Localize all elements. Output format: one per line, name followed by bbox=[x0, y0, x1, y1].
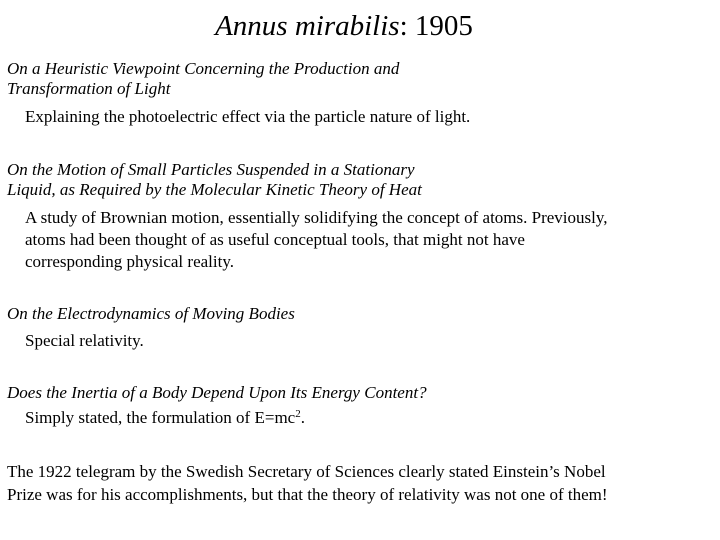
paper-description-line: A study of Brownian motion, essentially solidifying the concept of atoms. Previously, bbox=[25, 208, 608, 227]
paper-description-line: Special relativity. bbox=[25, 331, 144, 350]
paper-description-line: Explaining the photoelectric effect via the particle nature of light. bbox=[25, 107, 471, 126]
paper-title-line: On a Heuristic Viewpoint Concerning the Production and bbox=[7, 59, 400, 78]
slide-title-year: : 1905 bbox=[399, 10, 473, 42]
paper-description bbox=[25, 106, 717, 128]
paper-photoelectric bbox=[7, 59, 717, 128]
paper-description bbox=[25, 407, 717, 429]
paper-title-line: On the Motion of Small Particles Suspended in a Stationary bbox=[7, 160, 415, 179]
nobel-note-line: The 1922 telegram by the Swedish Secretary of Sciences clearly stated Einstein’s Nobel bbox=[7, 462, 606, 481]
paper-brownian-motion bbox=[7, 160, 717, 273]
paper-title bbox=[7, 59, 717, 99]
slide-title bbox=[0, 8, 688, 44]
equation-exponent: 2 bbox=[295, 408, 301, 420]
paper-description-line: corresponding physical reality. bbox=[25, 252, 234, 271]
paper-description-line: atoms had been thought of as useful conceptual tools, that might not have bbox=[25, 230, 525, 249]
equation-text: Simply stated, the formulation of E=mc bbox=[25, 408, 296, 427]
paper-description bbox=[25, 330, 717, 352]
paper-mass-energy bbox=[7, 383, 717, 429]
paper-description bbox=[25, 207, 717, 273]
nobel-prize-note bbox=[7, 460, 719, 506]
nobel-note-line: Prize was for his accomplishments, but that the theory of relativity was not one of them! bbox=[7, 485, 608, 504]
slide-title-italic: Annus mirabilis bbox=[215, 10, 400, 42]
paper-special-relativity bbox=[7, 304, 717, 352]
sentence-end: . bbox=[300, 408, 305, 427]
paper-title-line: Does the Inertia of a Body Depend Upon Its Energy Content? bbox=[7, 383, 427, 402]
paper-title bbox=[7, 160, 717, 200]
paper-title-line: On the Electrodynamics of Moving Bodies bbox=[7, 304, 295, 323]
paper-title-line: Liquid, as Required by the Molecular Kinetic Theory of Heat bbox=[7, 180, 422, 199]
paper-title bbox=[7, 304, 717, 324]
paper-description-line bbox=[25, 407, 717, 429]
paper-title-line: Transformation of Light bbox=[7, 79, 171, 98]
paper-title bbox=[7, 383, 717, 403]
